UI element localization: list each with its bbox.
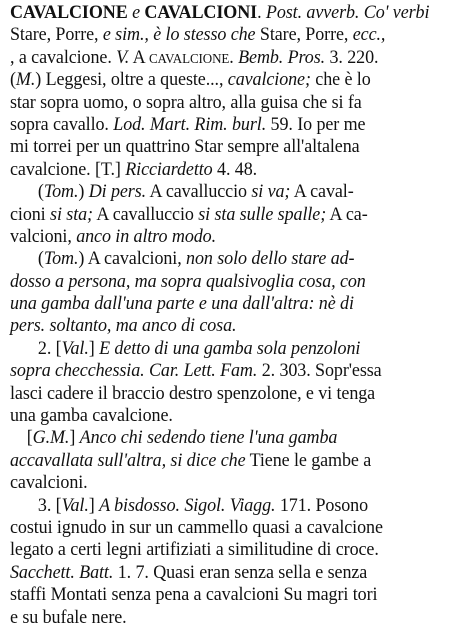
text-run: sopra cavallo.	[10, 113, 114, 135]
text-run: Val.	[61, 337, 89, 359]
text-line	[10, 607, 436, 629]
text-run: ecc.,	[352, 24, 386, 46]
text-run: 59. Io per me	[266, 113, 366, 135]
text-run: 3. 220.	[325, 46, 379, 68]
text-run: A cavalluccio	[92, 203, 199, 225]
text-run: si va;	[251, 181, 291, 203]
text-line	[10, 383, 436, 405]
text-run: A caval-	[290, 181, 354, 203]
text-run: 3. [	[37, 494, 62, 516]
text-run: Tom.	[43, 181, 79, 203]
text-line	[10, 2, 436, 24]
text-run: CAVALCIONI	[144, 2, 258, 23]
text-run: non solo dello stare ad-	[186, 248, 355, 270]
text-run: anco in altro modo.	[76, 225, 217, 247]
text-line	[10, 69, 436, 91]
text-line	[10, 24, 436, 46]
text-run: CAVALCIONE	[10, 2, 128, 23]
text-line	[10, 92, 436, 114]
text-run: [	[26, 427, 33, 449]
text-run: che è lo	[310, 69, 371, 91]
text-run: mi torrei per un quattrino Star sempre all'altalena	[10, 136, 360, 158]
text-run: valcioni,	[10, 225, 77, 247]
text-line	[10, 226, 436, 248]
text-line	[10, 539, 436, 561]
text-run: Tiene le gambe a	[245, 449, 372, 471]
text-run: 2. 303. Sopr'essa	[257, 360, 382, 382]
text-run: staffi Montati senza pena a cavalcioni Su magri tori	[10, 584, 378, 606]
text-line	[10, 495, 436, 517]
text-line	[10, 472, 436, 494]
text-line	[10, 360, 436, 382]
text-line	[10, 450, 436, 472]
text-line	[10, 181, 436, 203]
text-run: si sta;	[50, 203, 93, 225]
text-run: ) Leggesi, oltre a queste...,	[35, 69, 228, 91]
dictionary-entry	[10, 2, 436, 629]
text-run: (	[37, 248, 44, 270]
text-run: accavallata sull'altra, si dice che	[10, 449, 246, 471]
text-run: legato a certi legni artifiziati a similitudine di croce.	[10, 539, 379, 561]
text-run: cioni	[10, 203, 51, 225]
text-run: A cavalcione.	[129, 46, 239, 68]
text-run: Sacchett. Batt.	[10, 561, 114, 583]
text-run: costui ignudo in sur un cammello quasi a cavalcione	[10, 516, 383, 538]
text-run: V.	[116, 46, 130, 68]
text-line	[10, 338, 436, 360]
text-run: M.	[15, 69, 36, 91]
text-run: cavalcioni.	[10, 472, 88, 494]
text-line	[10, 584, 436, 606]
text-run: ) A cavalcioni,	[78, 248, 187, 270]
text-run: A ca-	[326, 203, 368, 225]
text-line	[10, 47, 436, 69]
text-run: cavalcione;	[227, 69, 311, 91]
text-run: 2. [	[37, 337, 62, 359]
text-line	[10, 136, 436, 158]
text-run: star sopra uomo, o sopra altro, alla guisa che si fa	[10, 91, 362, 113]
text-run: 4. 48.	[212, 158, 258, 180]
text-run: 171. Posono	[275, 494, 369, 516]
text-run: ]	[114, 158, 126, 180]
text-run: e sim., è lo stesso che	[102, 24, 256, 46]
text-run: )	[78, 181, 89, 203]
text-run: una gamba cavalcione.	[10, 405, 173, 427]
text-line	[10, 159, 436, 181]
text-run: pers. soltanto, ma anco di cosa.	[10, 315, 237, 337]
text-run: Bemb. Pros.	[238, 46, 326, 68]
text-run: ]	[88, 494, 100, 516]
text-run: A cavalluccio	[146, 181, 252, 203]
text-line	[10, 517, 436, 539]
text-line	[10, 248, 436, 270]
text-run: Stare, Porre,	[10, 24, 103, 46]
text-line	[10, 405, 436, 427]
text-line	[10, 271, 436, 293]
text-run: A bisdosso. Sigol. Viagg.	[99, 494, 276, 516]
text-run: ]	[69, 427, 80, 449]
text-run: una gamba dall'una parte e una dall'altra: nè di	[10, 293, 354, 315]
text-run: ]	[88, 337, 100, 359]
text-run: Di pers.	[88, 181, 147, 203]
text-run: e	[127, 2, 145, 23]
text-run: Lod. Mart. Rim. burl.	[113, 113, 267, 135]
text-line	[10, 562, 436, 584]
text-run: (	[37, 181, 44, 203]
text-run: Ricciardetto	[125, 158, 213, 180]
text-run: Post. avverb. Co' verbi	[265, 2, 430, 23]
text-run: , a cavalcione.	[10, 46, 117, 68]
text-line	[10, 114, 436, 136]
text-run: E detto di una gamba sola penzoloni	[99, 337, 361, 359]
text-run: Stare, Porre,	[255, 24, 353, 46]
text-line	[10, 204, 436, 226]
text-run: lasci cadere il braccio destro spenzolone, e vi tenga	[10, 382, 376, 404]
text-run: sopra checchessia. Car. Lett. Fam.	[10, 360, 258, 382]
text-run: dosso a persona, ma sopra qualsivoglia cosa, con	[10, 270, 366, 292]
text-run: e su bufale nere.	[10, 606, 127, 628]
text-line	[10, 293, 436, 315]
text-run: Val.	[61, 494, 89, 516]
text-run: 1. 7. Quasi eran senza sella e senza	[113, 561, 368, 583]
text-run: T.	[100, 158, 115, 180]
text-run: (	[10, 69, 16, 91]
text-run: Tom.	[43, 248, 79, 270]
text-run: cavalcione. [	[10, 158, 101, 180]
text-run: .	[257, 2, 266, 23]
text-run: si sta sulle spalle;	[198, 203, 327, 225]
text-line	[10, 427, 436, 449]
text-line	[10, 315, 436, 337]
text-run: G.M.	[32, 427, 70, 449]
text-run: Anco chi sedendo tiene l'una gamba	[79, 427, 338, 449]
